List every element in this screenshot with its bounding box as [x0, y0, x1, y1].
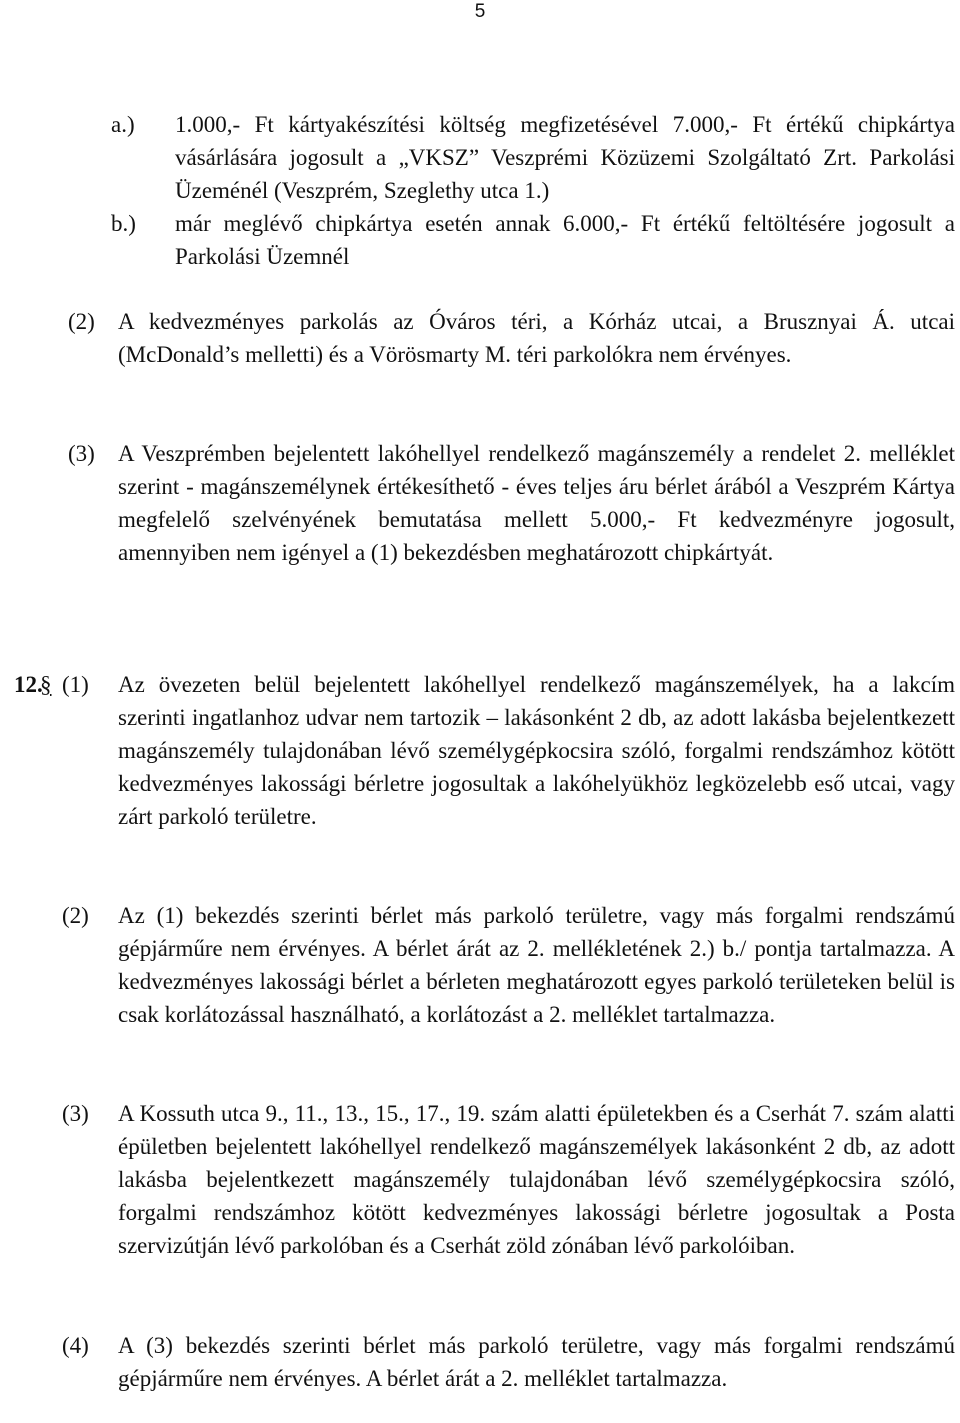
list-item-a-text: 1.000,- Ft kártyakészítési költség megfizetésével 7.000,- Ft értékű chipkártya vásárlására jogosult a „VKSZ” Veszprémi Közüzemi Szolgáltató Zrt. Parkolási Üzeménél (Veszprém, Szeglethy utca 1.) — [175, 112, 955, 203]
section-mark: § — [40, 672, 52, 697]
section-number: 12. — [14, 672, 43, 697]
section-12-paragraph-3-label: (3) — [62, 1101, 89, 1126]
section-12-paragraph-2-label: (2) — [62, 903, 89, 928]
list-item-a-label: a.) — [111, 112, 135, 137]
paragraph-3-text: A Veszprémben bejelentett lakóhellyel rendelkező magánszemély a rendelet 2. melléklet szerint - magánszemélynek értékesíthető - éves teljes áru bérlet árából a Veszprém Kártya megfelelő szelvényének bemutatása mellett 5.000,- Ft kedvezményre jogosult, amennyiben nem igényel a (1) bekezdésben meghatározott chipkártyát. — [118, 441, 955, 565]
section-12-paragraph-4-label: (4) — [62, 1333, 89, 1358]
section-12-paragraph-1-label: (1) — [62, 672, 89, 697]
paragraph-3-label: (3) — [68, 441, 95, 466]
paragraph-2-text: A kedvezményes parkolás az Óváros téri, a Kórház utcai, a Brusznyai Á. utcai (McDonald’s melletti) és a Vörösmarty M. téri parkolókra nem érvényes. — [118, 309, 955, 367]
list-item-b-text: már meglévő chipkártya esetén annak 6.000,- Ft értékű feltöltésére jogosult a Parkolási Üzemnél — [175, 211, 955, 269]
paragraph-2-label: (2) — [68, 309, 95, 334]
section-12-paragraph-3-text: A Kossuth utca 9., 11., 13., 15., 17., 19. szám alatti épületekben és a Cserhát 7. szám alatti épületben bejelentett lakóhellyel rendelkező magánszemélyek lakásonként 2 db, az adott lakásba bejelentkezett magánszemély tulajdonában lévő személygépkocsira szóló, forgalmi rendszámhoz kötött kedvezményes lakossági bérletre jogosultak a Posta szervizútján lévő parkolóban és a Cserhát zöld zónában lévő parkolóiban. — [118, 1101, 955, 1258]
section-12-paragraph-2-text: Az (1) bekezdés szerinti bérlet más parkoló területre, vagy más forgalmi rendszámú gépjárműre nem érvényes. A bérlet árát az 2. mellékletének 2.) b./ pontja tartalmazza. A kedvezményes lakossági bérlet a bérleten meghatározott egyes parkoló területeken belül is csak korlátozással használható, a korlátozást a 2. melléklet tartalmazza. — [118, 903, 955, 1027]
page-number: 5 — [474, 1, 486, 22]
section-12-paragraph-4-text: A (3) bekezdés szerinti bérlet más parkoló területre, vagy más forgalmi rendszámú gépjárműre nem érvényes. A bérlet árát a 2. melléklet tartalmazza. — [118, 1333, 955, 1391]
list-item-b-label: b.) — [111, 211, 136, 236]
section-12-paragraph-1-text: Az övezeten belül bejelentett lakóhellyel rendelkező magánszemélyek, ha a lakcím szerinti ingatlanhoz udvar nem tartozik – lakásonként 2 db, az adott lakásba bejelentkezett magánszemély tulajdonában lévő személygépkocsira szóló, forgalmi rendszámhoz kötött kedvezményes lakossági bérletre jogosultak a lakóhelyükhöz legközelebb eső utcai, vagy zárt parkoló területre. — [118, 672, 955, 829]
